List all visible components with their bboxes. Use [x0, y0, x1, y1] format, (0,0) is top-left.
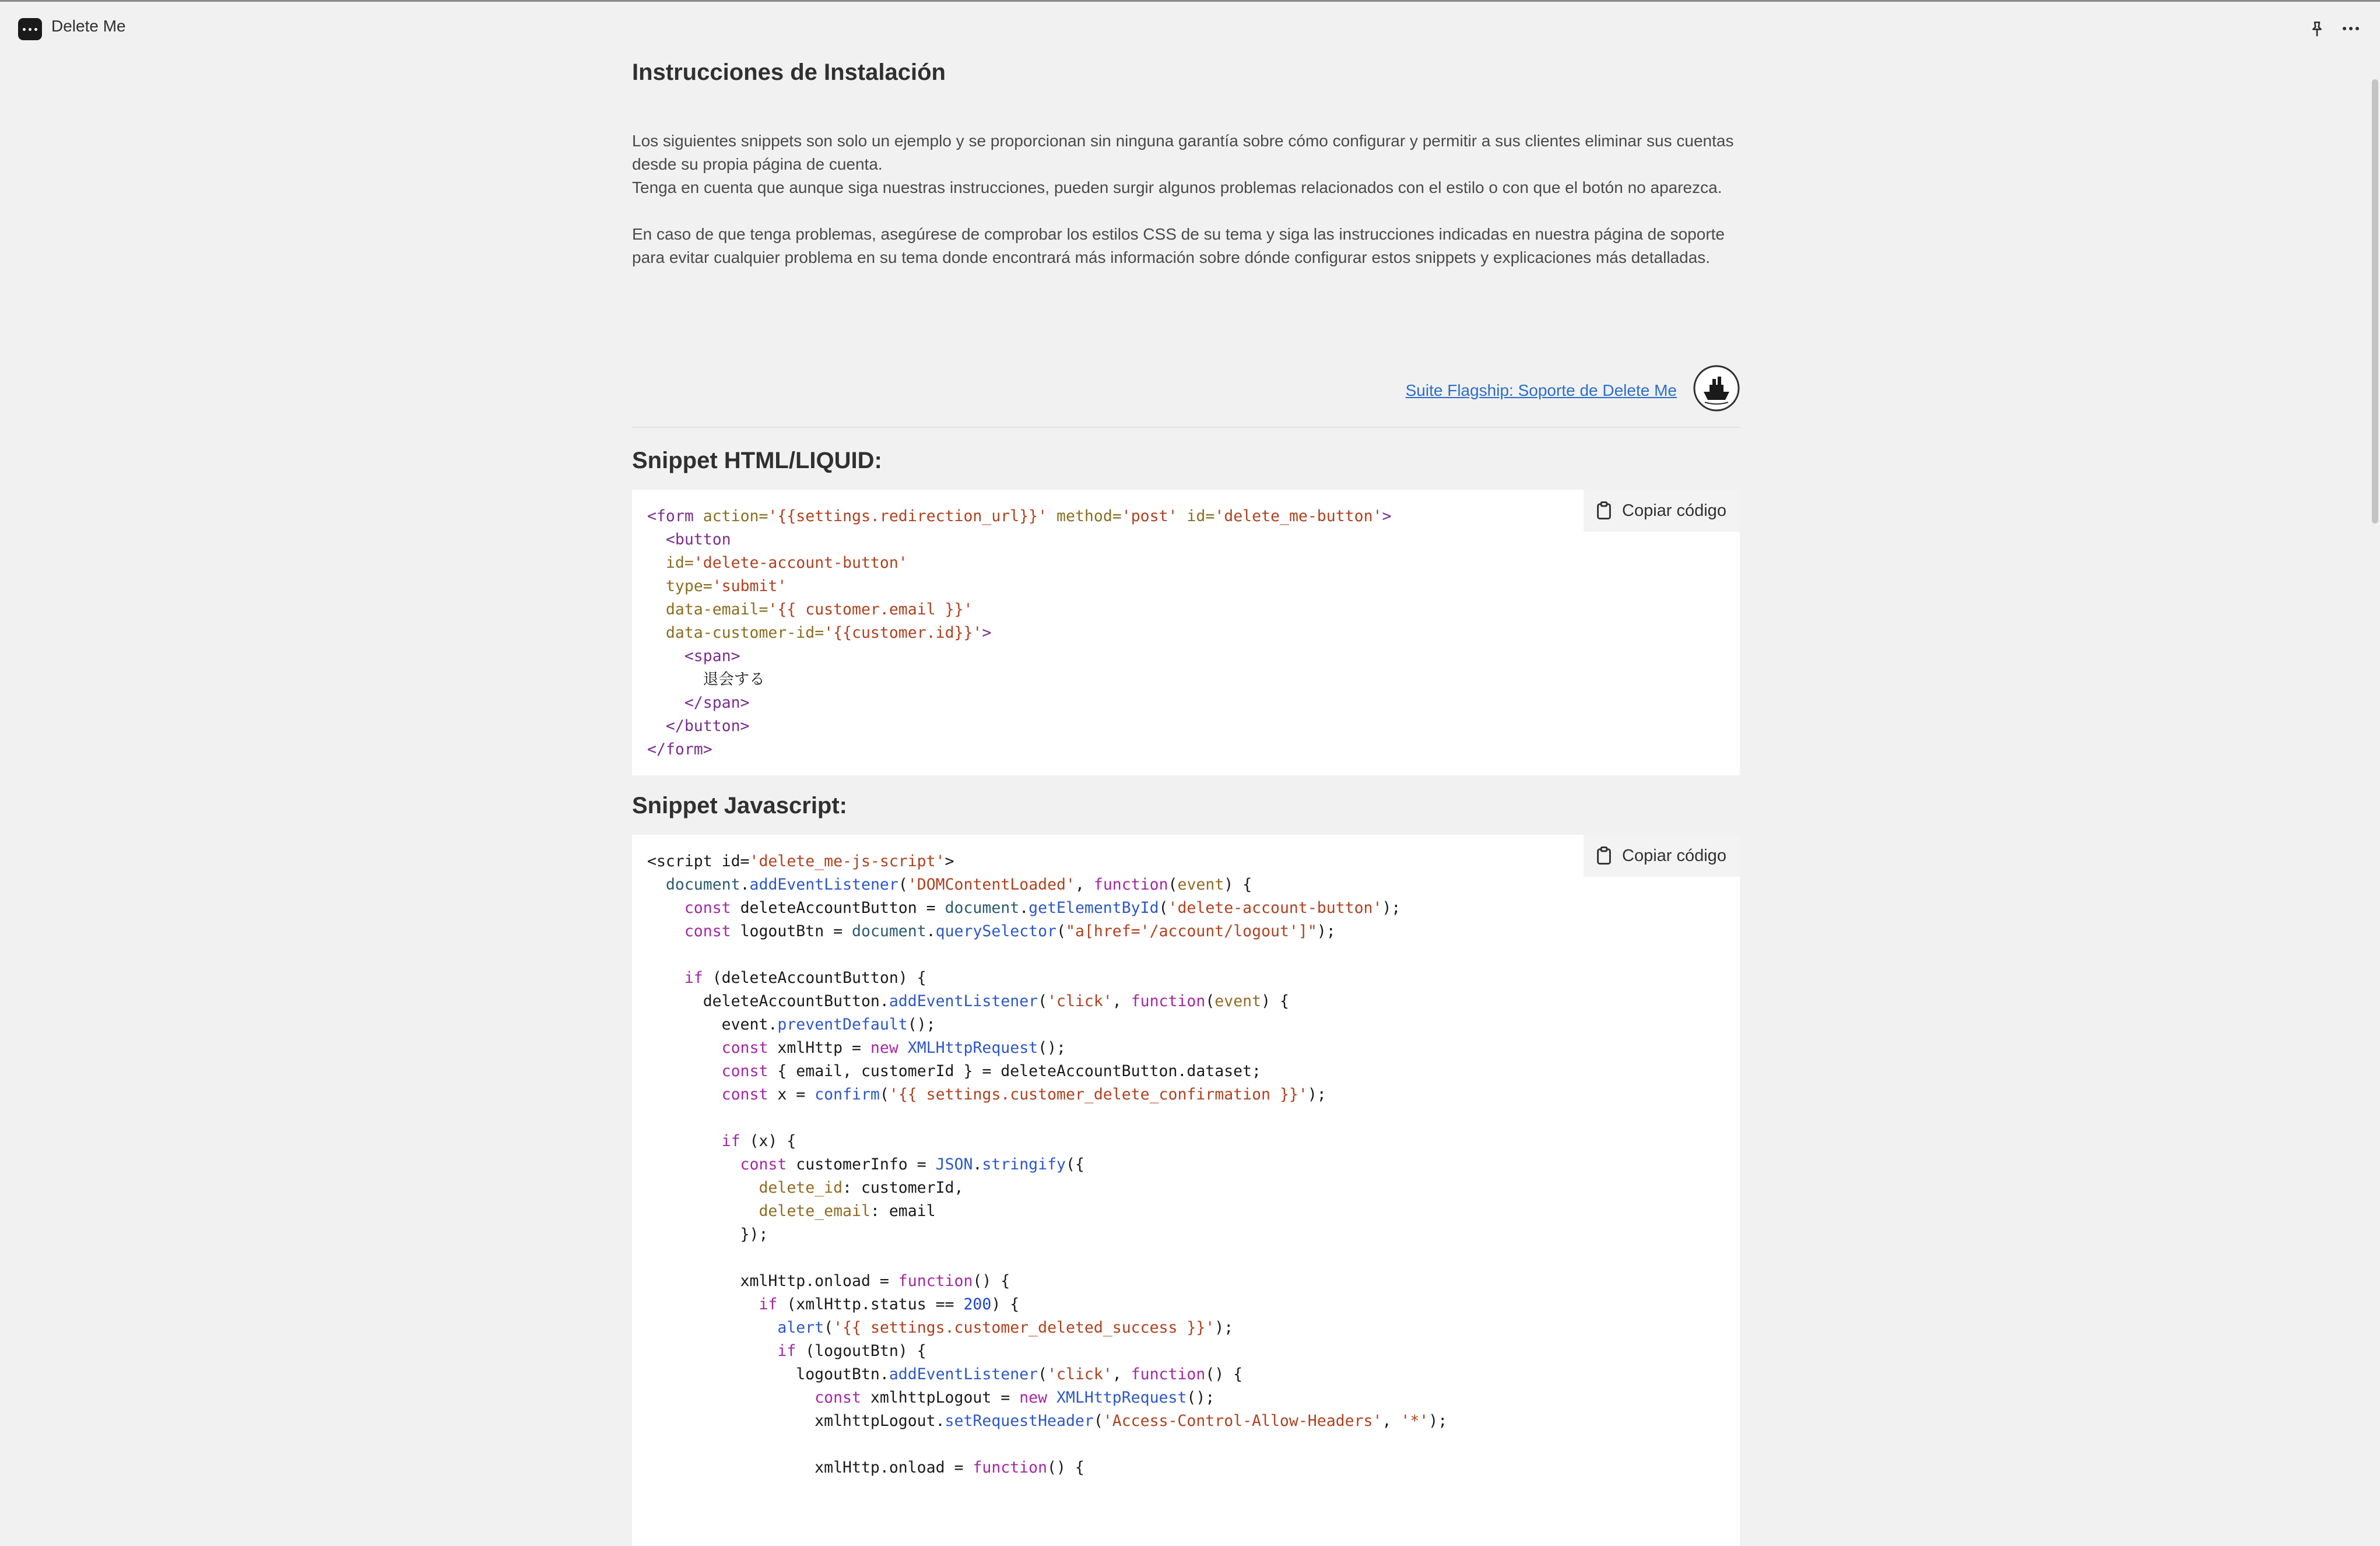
intro-paragraph-2: Tenga en cuenta que aunque siga nuestras instrucciones, pueden surgir algunos problemas relacionados con el estilo o con que el botón no aparezca. [632, 178, 1722, 196]
intro-paragraph-1: Los siguientes snippets son solo un ejemplo y se proporcionan sin ninguna garantía sobre cómo configurar y permitir a sus clientes eliminar sus cuentas desde su propia página de cuenta. [632, 132, 1734, 173]
scrollbar[interactable] [2368, 51, 2380, 1481]
html-code: <form action='{{settings.redirection_url}}' method='post' id='delete_me-button'> <button id='delete-account-button' type='submit' data-email='{{ customer.email }}' data-customer-id='{{customer.id}}'> <span> 退会する </span> </button> </form> [647, 507, 1392, 758]
copy-js-label: Copiar código [1622, 846, 1726, 865]
pin-icon[interactable] [2308, 18, 2326, 39]
copy-html-label: Copiar código [1622, 501, 1726, 520]
html-code-block[interactable] [632, 490, 1740, 775]
support-row [632, 365, 1740, 423]
scrollbar-thumb[interactable] [2372, 79, 2378, 523]
intro-paragraph-3: En caso de que tenga problemas, asegúrese de comprobar los estilos CSS de su tema y siga las instrucciones indicadas en nuestra página de soporte para evitar cualquier problema en su tema donde encontrará más información sobre dónde configurar estos snippets y explicaciones más detalladas. [632, 225, 1725, 266]
clipboard-icon [1596, 846, 1612, 865]
copy-html-button[interactable] [1584, 490, 1740, 532]
support-link[interactable]: Suite Flagship: Soporte de Delete Me [1405, 381, 1677, 399]
app-header [0, 0, 2380, 51]
html-snippet-heading: Snippet HTML/LIQUID: [632, 448, 882, 473]
divider [632, 427, 1740, 428]
ship-logo-icon[interactable] [1693, 365, 1740, 412]
js-snippet-heading: Snippet Javascript: [632, 793, 848, 818]
js-code: <script id='delete_me-js-script'> document.addEventListener('DOMContentLoaded', function(event) { const deleteAccountButton = document.getElementById('delete-account-button'); const logoutBtn = document.querySelector("a[href='/account/logout']"); if (deleteAccountButton) { deleteAccountButton.addEventListener('click', function(event) { event.preventDefault(); const xmlHttp = new XMLHttpRequest(); const { email, customerId } = deleteAccountButton.dataset; const x = confirm('{{ settings.customer_delete_confirmation }}'); if (x) { const customerInfo = JSON.stringify({ delete_id: customerId, delete_email: email }); xmlHttp.onload = function() { if (xmlHttp.status == 200) { alert('{{ settings.customer_deleted_success }}'); if (logoutBtn) { logoutBtn.addEventListener('click', function() { const xmlhttpLogout = new XMLHttpRequest(); xmlhttpLogout.setRequestHeader('Access-Control-Allow-Headers', '*'); xmlHttp.onload = function() { [647, 852, 1448, 1477]
clipboard-icon [1596, 501, 1612, 520]
js-code-block[interactable] [632, 835, 1740, 1546]
app-icon [18, 18, 42, 40]
more-horizontal-icon[interactable] [2339, 18, 2363, 39]
copy-js-button[interactable] [1584, 835, 1740, 877]
app-title: Delete Me [51, 17, 126, 35]
page-title: Instrucciones de Instalación [632, 59, 946, 85]
